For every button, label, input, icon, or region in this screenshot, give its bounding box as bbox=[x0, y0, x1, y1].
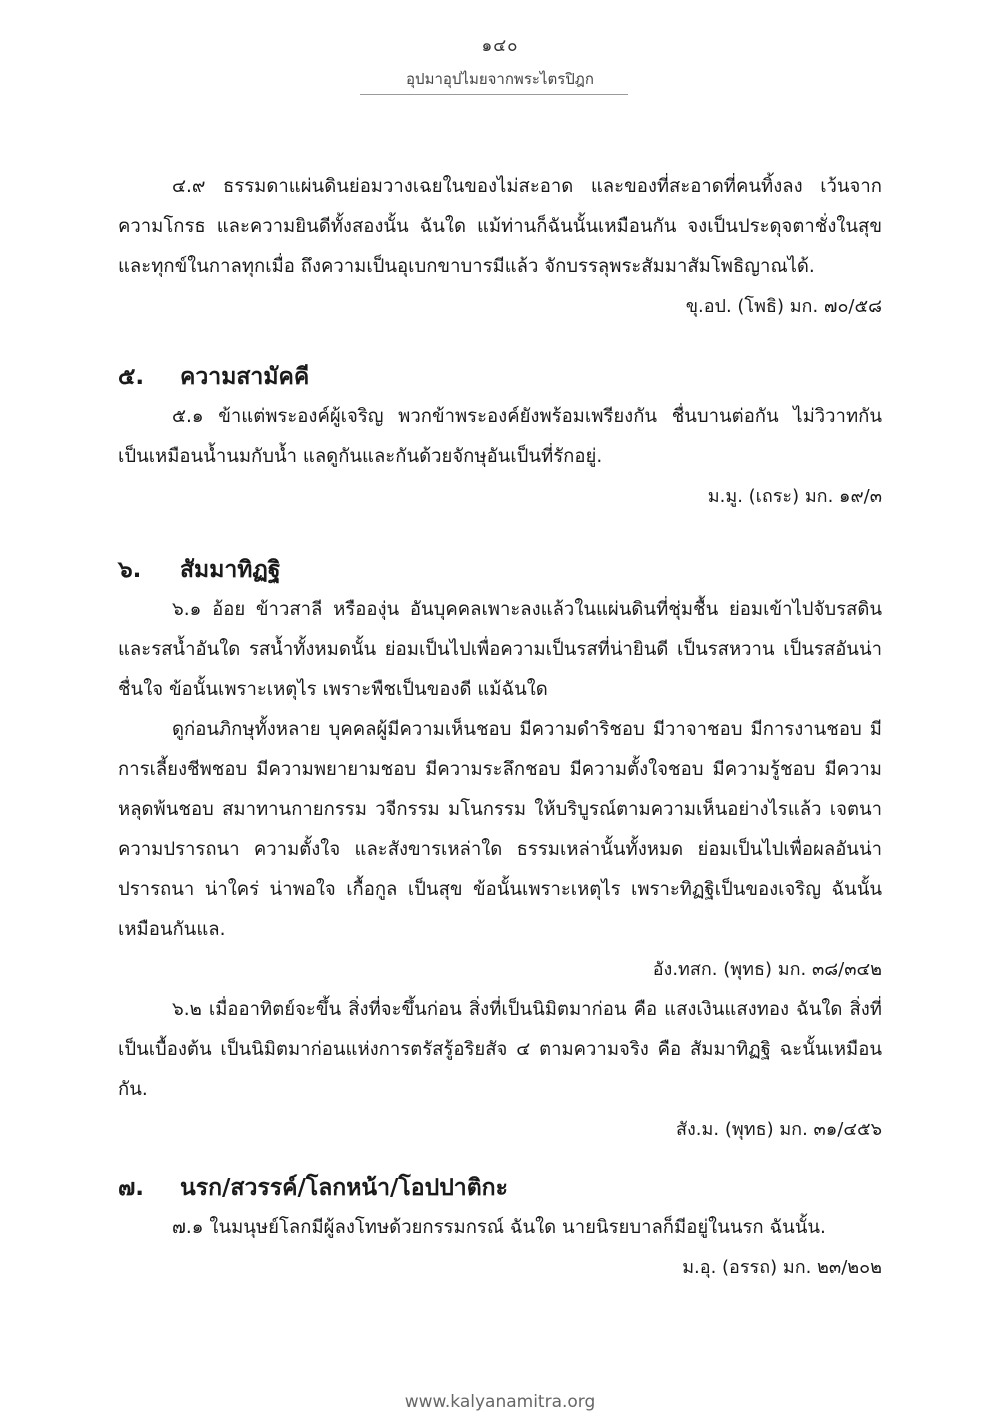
reference-4-9: ขุ.อป. (โพธิ) มก. ๗๐/๕๘ bbox=[685, 296, 882, 317]
reference-6-2: สัง.ม. (พุทธ) มก. ๓๑/๔๕๖ bbox=[676, 1119, 882, 1140]
paragraph-5-1: ๕.๑ ข้าแต่พระองค์ผู้เจริญ พวกข้าพระองค์ยังพร้อมเพรียงกัน ชื่นบานต่อกัน ไม่วิวาทกัน เป็นเหมือนน้ำนมกับน้ำ แลดูกันและกันด้วยจักษุอันเป็นที่รักอยู่. bbox=[118, 406, 882, 467]
section-heading bbox=[118, 1168, 882, 1208]
paragraph-6-1: ๖.๑ อ้อย ข้าวสาลี หรือองุ่น อันบุคคลเพาะลงแล้วในแผ่นดินที่ชุ่มชื้น ย่อมเข้าไปจับรสดินและรสน้ำอันใด รสน้ำทั้งหมดนั้น ย่อมเป็นไปเพื่อความเป็นรสที่น่ายินดี เป็นรสหวาน เป็นรสอันน่าชื่นใจ ข้อนั้นเพราะเหตุไร เพราะพืชเป็นของดี แม้ฉันใด bbox=[118, 599, 882, 700]
reference-5-1: ม.มู. (เถระ) มก. ๑๙/๓ bbox=[707, 486, 882, 507]
reference-6-1: อัง.ทสก. (พุทธ) มก. ๓๘/๓๔๒ bbox=[652, 959, 882, 980]
footer-url: www.kalyanamitra.org bbox=[404, 1392, 596, 1412]
section-title: สัมมาทิฏฐิ bbox=[180, 557, 281, 583]
section-title: นรก/สวรรค์/โลกหน้า/โอปปาติกะ bbox=[180, 1175, 508, 1201]
section-number: ๖. bbox=[118, 557, 142, 583]
section-number: ๗. bbox=[118, 1175, 145, 1201]
paragraph-4-9: ๔.๙ ธรรมดาแผ่นดินย่อมวางเฉยในของไม่สะอาด และของที่สะอาดที่คนทิ้งลง เว้นจากความโกรธ และความยินดีทั้งสองนั้น ฉันใด แม้ท่านก็ฉันนั้นเหมือนกัน จงเป็นประดุจตาชั่งในสุขและทุกข์ในกาลทุกเมื่อ ถึงความเป็นอุเบกขาบารมีแล้ว จักบรรลุพระสัมมาสัมโพธิญาณได้. bbox=[118, 176, 882, 277]
page-header bbox=[0, 32, 1000, 91]
paragraph-7-1: ๗.๑ ในมนุษย์โลกมีผู้ลงโทษด้วยกรรมกรณ์ ฉันใด นายนิรยบาลก็มีอยู่ในนรก ฉันนั้น. bbox=[172, 1217, 826, 1238]
section-6 bbox=[118, 550, 882, 1150]
section-7 bbox=[118, 1168, 882, 1288]
section-heading bbox=[118, 357, 882, 397]
section-title: ความสามัคคี bbox=[180, 364, 310, 390]
block-4-9 bbox=[118, 167, 882, 327]
reference-7-1: ม.อุ. (อรรถ) มก. ๒๓/๒๐๒ bbox=[682, 1257, 882, 1278]
paragraph-6-1-continued: ดูก่อนภิกษุทั้งหลาย บุคคลผู้มีความเห็นชอบ มีความดำริชอบ มีวาจาชอบ มีการงานชอบ มีการเลี้ยงชีพชอบ มีความพยายามชอบ มีความระลึกชอบ มีความตั้งใจชอบ มีความรู้ชอบ มีความหลุดพ้นชอบ สมาทานกายกรรม วจีกรรม มโนกรรม ให้บริบูรณ์ตามความเห็นอย่างไรแล้ว เจตนา ความปรารถนา ความตั้งใจ และสังขารเหล่าใด ธรรมเหล่านั้นทั้งหมด ย่อมเป็นไปเพื่อผลอันน่าปรารถนา น่าใคร่ น่าพอใจ เกื้อกูล เป็นสุข ข้อนั้นเพราะเหตุไร เพราะทิฏฐิเป็นของเจริญ ฉันนั้นเหมือนกันแล. bbox=[118, 719, 882, 940]
header-divider bbox=[360, 94, 628, 95]
section-heading bbox=[118, 550, 882, 590]
section-5 bbox=[118, 357, 882, 517]
section-number: ๕. bbox=[118, 364, 145, 390]
paragraph-6-2: ๖.๒ เมื่ออาทิตย์จะขึ้น สิ่งที่จะขึ้นก่อน สิ่งที่เป็นนิมิตมาก่อน คือ แสงเงินแสงทอง ฉันใด สิ่งที่เป็นเบื้องต้น เป็นนิมิตมาก่อนแห่งการตรัสรู้อริยสัจ ๔ ตามความจริง คือ สัมมาทิฏฐิ ฉะนั้นเหมือนกัน. bbox=[118, 999, 882, 1100]
running-title: อุปมาอุปไมยจากพระไตรปิฎก bbox=[406, 70, 594, 88]
page-number: ๑๔๐ bbox=[481, 36, 519, 56]
